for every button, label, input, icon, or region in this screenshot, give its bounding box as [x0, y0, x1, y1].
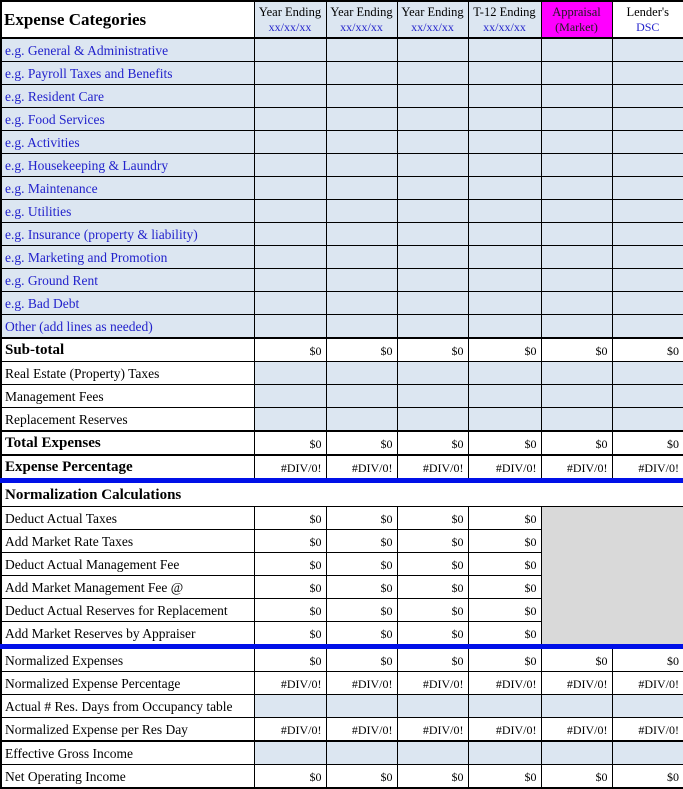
row-label: Net Operating Income — [1, 765, 254, 789]
cell-r10-c6[interactable] — [612, 246, 683, 269]
cell-r17-c6[interactable] — [612, 408, 683, 432]
cell-r7-c1[interactable] — [254, 177, 326, 200]
cell-r19-c5[interactable]: #DIV/0! — [541, 455, 612, 481]
table-row — [1, 177, 683, 200]
cell-r3-c1[interactable] — [254, 85, 326, 108]
table-row — [1, 108, 683, 131]
table-row — [1, 481, 683, 507]
cell-r15-c6[interactable] — [612, 362, 683, 385]
cell-r30-c4[interactable]: #DIV/0! — [468, 718, 541, 742]
table-row — [1, 455, 683, 481]
cell-r10-c3[interactable] — [397, 246, 468, 269]
column-header-5 — [541, 1, 612, 38]
cell-r7-c2[interactable] — [326, 177, 397, 200]
column-header-line1: Year Ending — [258, 5, 322, 19]
cell-r17-c2[interactable] — [326, 408, 397, 432]
cell-r23-c3[interactable]: $0 — [397, 553, 468, 576]
column-header-line2: (Market) — [555, 20, 598, 34]
cell-r16-c5[interactable] — [541, 385, 612, 408]
cell-r27-c6[interactable]: $0 — [612, 647, 683, 672]
cell-r29-c6[interactable] — [612, 695, 683, 718]
row-label: Management Fees — [1, 385, 254, 408]
column-header-line2: DSC — [636, 20, 660, 34]
cell-r2-c5[interactable] — [541, 62, 612, 85]
cell-r29-c4[interactable] — [468, 695, 541, 718]
cell-r24-c1[interactable]: $0 — [254, 576, 326, 599]
row-label: e.g. Resident Care — [1, 85, 254, 108]
cell-r26-c3[interactable]: $0 — [397, 622, 468, 647]
cell-r32-c1[interactable]: $0 — [254, 765, 326, 789]
table-row — [1, 695, 683, 718]
cell-r7-c6[interactable] — [612, 177, 683, 200]
cell-r24-c3[interactable]: $0 — [397, 576, 468, 599]
cell-r18-c3[interactable]: $0 — [397, 431, 468, 455]
cell-r4-c1[interactable] — [254, 108, 326, 131]
column-header-3 — [397, 1, 468, 38]
cell-r9-c4[interactable] — [468, 223, 541, 246]
row-label: e.g. Ground Rent — [1, 269, 254, 292]
cell-r14-c5[interactable]: $0 — [541, 338, 612, 362]
table-row — [1, 85, 683, 108]
row-label: Total Expenses — [1, 431, 254, 455]
cell-r24-c4[interactable]: $0 — [468, 576, 541, 599]
cell-r32-c3[interactable]: $0 — [397, 765, 468, 789]
table-row — [1, 718, 683, 742]
table-row — [1, 223, 683, 246]
cell-r15-c1[interactable] — [254, 362, 326, 385]
table-row — [1, 741, 683, 765]
row-label: e.g. Food Services — [1, 108, 254, 131]
cell-r14-c4[interactable]: $0 — [468, 338, 541, 362]
cell-r23-c2[interactable]: $0 — [326, 553, 397, 576]
cell-r11-c3[interactable] — [397, 269, 468, 292]
row-label: e.g. Marketing and Promotion — [1, 246, 254, 269]
cell-r26-c1[interactable]: $0 — [254, 622, 326, 647]
column-header-line1: Appraisal — [552, 5, 601, 19]
cell-r6-c1[interactable] — [254, 154, 326, 177]
table-row — [1, 131, 683, 154]
cell-r2-c1[interactable] — [254, 62, 326, 85]
cell-r8-c2[interactable] — [326, 200, 397, 223]
cell-r1-c3[interactable] — [397, 38, 468, 62]
row-label: e.g. Bad Debt — [1, 292, 254, 315]
row-label: Sub-total — [1, 338, 254, 362]
cell-r14-c3[interactable]: $0 — [397, 338, 468, 362]
table-row — [1, 647, 683, 672]
row-label: Normalized Expense per Res Day — [1, 718, 254, 742]
cell-r5-c5[interactable] — [541, 131, 612, 154]
cell-r28-c5[interactable]: #DIV/0! — [541, 672, 612, 695]
cell-r4-c3[interactable] — [397, 108, 468, 131]
table-row — [1, 246, 683, 269]
cell-r8-c4[interactable] — [468, 200, 541, 223]
column-header-2 — [326, 1, 397, 38]
column-header-line2: xx/xx/xx — [268, 20, 312, 34]
cell-r27-c5[interactable]: $0 — [541, 647, 612, 672]
cell-r28-c1[interactable]: #DIV/0! — [254, 672, 326, 695]
table-row — [1, 315, 683, 339]
row-label: Normalized Expenses — [1, 647, 254, 672]
cell-r14-c6[interactable]: $0 — [612, 338, 683, 362]
row-label: Add Market Reserves by Appraiser — [1, 622, 254, 647]
cell-r6-c2[interactable] — [326, 154, 397, 177]
cell-r31-c6[interactable] — [612, 741, 683, 765]
cell-r13-c5[interactable] — [541, 315, 612, 339]
cell-r1-c1[interactable] — [254, 38, 326, 62]
row-label: e.g. Payroll Taxes and Benefits — [1, 62, 254, 85]
cell-r23-c4[interactable]: $0 — [468, 553, 541, 576]
table-row — [1, 338, 683, 362]
cell-r23-c1[interactable]: $0 — [254, 553, 326, 576]
cell-r30-c6[interactable]: #DIV/0! — [612, 718, 683, 742]
table-row — [1, 62, 683, 85]
cell-r1-c2[interactable] — [326, 38, 397, 62]
cell-r21-c1[interactable]: $0 — [254, 507, 326, 530]
cell-r17-c1[interactable] — [254, 408, 326, 432]
cell-r29-c5[interactable] — [541, 695, 612, 718]
cell-r16-c2[interactable] — [326, 385, 397, 408]
cell-r27-c4[interactable]: $0 — [468, 647, 541, 672]
table-row — [1, 408, 683, 432]
cell-r31-c1[interactable] — [254, 741, 326, 765]
cell-r18-c6[interactable]: $0 — [612, 431, 683, 455]
cell-r12-c5[interactable] — [541, 292, 612, 315]
column-header-4 — [468, 1, 541, 38]
cell-r13-c6[interactable] — [612, 315, 683, 339]
cell-r29-c3[interactable] — [397, 695, 468, 718]
cell-r9-c2[interactable] — [326, 223, 397, 246]
cell-r4-c6[interactable] — [612, 108, 683, 131]
row-label: e.g. Activities — [1, 131, 254, 154]
cell-r22-c4[interactable]: $0 — [468, 530, 541, 553]
cell-r16-c4[interactable] — [468, 385, 541, 408]
cell-r6-c4[interactable] — [468, 154, 541, 177]
section-title: Normalization Calculations — [1, 481, 683, 507]
cell-r3-c3[interactable] — [397, 85, 468, 108]
cell-r15-c2[interactable] — [326, 362, 397, 385]
cell-r5-c1[interactable] — [254, 131, 326, 154]
cell-r25-c1[interactable]: $0 — [254, 599, 326, 622]
cell-r13-c4[interactable] — [468, 315, 541, 339]
cell-r3-c5[interactable] — [541, 85, 612, 108]
cell-r30-c2[interactable]: #DIV/0! — [326, 718, 397, 742]
row-label: Deduct Actual Taxes — [1, 507, 254, 530]
cell-r2-c4[interactable] — [468, 62, 541, 85]
cell-r18-c4[interactable]: $0 — [468, 431, 541, 455]
cell-r6-c5[interactable] — [541, 154, 612, 177]
cell-r3-c4[interactable] — [468, 85, 541, 108]
row-label: e.g. Maintenance — [1, 177, 254, 200]
cell-r17-c5[interactable] — [541, 408, 612, 432]
cell-r18-c1[interactable]: $0 — [254, 431, 326, 455]
row-label: e.g. Utilities — [1, 200, 254, 223]
cell-r16-c1[interactable] — [254, 385, 326, 408]
cell-r25-c2[interactable]: $0 — [326, 599, 397, 622]
cell-r28-c2[interactable]: #DIV/0! — [326, 672, 397, 695]
row-label: Effective Gross Income — [1, 741, 254, 765]
cell-r25-c3[interactable]: $0 — [397, 599, 468, 622]
cell-r11-c2[interactable] — [326, 269, 397, 292]
cell-r28-c4[interactable]: #DIV/0! — [468, 672, 541, 695]
table-row — [1, 431, 683, 455]
column-header-line2: xx/xx/xx — [411, 20, 454, 34]
row-label: Deduct Actual Management Fee — [1, 553, 254, 576]
cell-r32-c5[interactable]: $0 — [541, 765, 612, 789]
cell-r14-c2[interactable]: $0 — [326, 338, 397, 362]
cell-r2-c2[interactable] — [326, 62, 397, 85]
cell-r8-c5[interactable] — [541, 200, 612, 223]
cell-r2-c6[interactable] — [612, 62, 683, 85]
table-row — [1, 38, 683, 62]
table-row — [1, 269, 683, 292]
table-row — [1, 765, 683, 789]
row-label: Expense Percentage — [1, 455, 254, 481]
cell-r30-c3[interactable]: #DIV/0! — [397, 718, 468, 742]
cell-r2-c3[interactable] — [397, 62, 468, 85]
cell-r30-c1[interactable]: #DIV/0! — [254, 718, 326, 742]
cell-r14-c1[interactable]: $0 — [254, 338, 326, 362]
table-row — [1, 154, 683, 177]
column-header-line1: Lender's — [626, 5, 669, 19]
cell-r11-c6[interactable] — [612, 269, 683, 292]
expense-categories-header: Expense Categories — [1, 1, 254, 38]
cell-r28-c3[interactable]: #DIV/0! — [397, 672, 468, 695]
cell-r31-c5[interactable] — [541, 741, 612, 765]
cell-r5-c4[interactable] — [468, 131, 541, 154]
cell-r12-c6[interactable] — [612, 292, 683, 315]
cell-r29-c2[interactable] — [326, 695, 397, 718]
row-label: Other (add lines as needed) — [1, 315, 254, 339]
cell-r17-c4[interactable] — [468, 408, 541, 432]
row-label: Normalized Expense Percentage — [1, 672, 254, 695]
cell-r1-c6[interactable] — [612, 38, 683, 62]
cell-r7-c3[interactable] — [397, 177, 468, 200]
cell-r11-c1[interactable] — [254, 269, 326, 292]
cell-r12-c2[interactable] — [326, 292, 397, 315]
cell-r21-c2[interactable]: $0 — [326, 507, 397, 530]
cell-r11-c5[interactable] — [541, 269, 612, 292]
row-label: e.g. General & Administrative — [1, 38, 254, 62]
cell-r10-c5[interactable] — [541, 246, 612, 269]
cell-r10-c2[interactable] — [326, 246, 397, 269]
cell-r18-c2[interactable]: $0 — [326, 431, 397, 455]
cell-r9-c1[interactable] — [254, 223, 326, 246]
row-label: Add Market Management Fee @ — [1, 576, 254, 599]
disabled-region — [541, 507, 683, 647]
cell-r13-c2[interactable] — [326, 315, 397, 339]
cell-r1-c5[interactable] — [541, 38, 612, 62]
cell-r32-c4[interactable]: $0 — [468, 765, 541, 789]
cell-r9-c3[interactable] — [397, 223, 468, 246]
table-row — [1, 385, 683, 408]
cell-r8-c1[interactable] — [254, 200, 326, 223]
column-header-line2: xx/xx/xx — [483, 20, 526, 34]
column-header-line2: xx/xx/xx — [340, 20, 383, 34]
column-header-line1: Year Ending — [401, 5, 464, 19]
cell-r8-c3[interactable] — [397, 200, 468, 223]
column-header-line1: T-12 Ending — [473, 5, 536, 19]
cell-r19-c1[interactable]: #DIV/0! — [254, 455, 326, 481]
cell-r26-c4[interactable]: $0 — [468, 622, 541, 647]
cell-r19-c2[interactable]: #DIV/0! — [326, 455, 397, 481]
cell-r6-c6[interactable] — [612, 154, 683, 177]
cell-r11-c4[interactable] — [468, 269, 541, 292]
cell-r4-c2[interactable] — [326, 108, 397, 131]
table-row — [1, 362, 683, 385]
cell-r13-c3[interactable] — [397, 315, 468, 339]
row-label: e.g. Housekeeping & Laundry — [1, 154, 254, 177]
column-header-1 — [254, 1, 326, 38]
cell-r13-c1[interactable] — [254, 315, 326, 339]
cell-r32-c2[interactable]: $0 — [326, 765, 397, 789]
cell-r12-c1[interactable] — [254, 292, 326, 315]
cell-r31-c2[interactable] — [326, 741, 397, 765]
cell-r6-c3[interactable] — [397, 154, 468, 177]
table-row — [1, 200, 683, 223]
cell-r22-c3[interactable]: $0 — [397, 530, 468, 553]
cell-r25-c4[interactable]: $0 — [468, 599, 541, 622]
cell-r31-c4[interactable] — [468, 741, 541, 765]
column-header-line1: Year Ending — [330, 5, 393, 19]
cell-r8-c6[interactable] — [612, 200, 683, 223]
cell-r4-c5[interactable] — [541, 108, 612, 131]
table-row — [1, 672, 683, 695]
cell-r21-c4[interactable]: $0 — [468, 507, 541, 530]
cell-r18-c5[interactable]: $0 — [541, 431, 612, 455]
row-label: Add Market Rate Taxes — [1, 530, 254, 553]
cell-r32-c6[interactable]: $0 — [612, 765, 683, 789]
cell-r30-c5[interactable]: #DIV/0! — [541, 718, 612, 742]
cell-r4-c4[interactable] — [468, 108, 541, 131]
cell-r26-c2[interactable]: $0 — [326, 622, 397, 647]
cell-r16-c3[interactable] — [397, 385, 468, 408]
cell-r9-c5[interactable] — [541, 223, 612, 246]
cell-r21-c3[interactable]: $0 — [397, 507, 468, 530]
cell-r10-c4[interactable] — [468, 246, 541, 269]
cell-r15-c5[interactable] — [541, 362, 612, 385]
row-label: Real Estate (Property) Taxes — [1, 362, 254, 385]
cell-r7-c4[interactable] — [468, 177, 541, 200]
cell-r5-c2[interactable] — [326, 131, 397, 154]
column-header-6 — [612, 1, 683, 38]
cell-r12-c4[interactable] — [468, 292, 541, 315]
cell-r3-c2[interactable] — [326, 85, 397, 108]
cell-r12-c3[interactable] — [397, 292, 468, 315]
row-label: Actual # Res. Days from Occupancy table — [1, 695, 254, 718]
cell-r1-c4[interactable] — [468, 38, 541, 62]
cell-r22-c1[interactable]: $0 — [254, 530, 326, 553]
cell-r19-c4[interactable]: #DIV/0! — [468, 455, 541, 481]
cell-r19-c6[interactable]: #DIV/0! — [612, 455, 683, 481]
row-label: Replacement Reserves — [1, 408, 254, 432]
cell-r28-c6[interactable]: #DIV/0! — [612, 672, 683, 695]
cell-r19-c3[interactable]: #DIV/0! — [397, 455, 468, 481]
table-row — [1, 292, 683, 315]
cell-r7-c5[interactable] — [541, 177, 612, 200]
cell-r27-c3[interactable]: $0 — [397, 647, 468, 672]
cell-r24-c2[interactable]: $0 — [326, 576, 397, 599]
cell-r27-c2[interactable]: $0 — [326, 647, 397, 672]
cell-r9-c6[interactable] — [612, 223, 683, 246]
cell-r5-c6[interactable] — [612, 131, 683, 154]
row-label: e.g. Insurance (property & liability) — [1, 223, 254, 246]
cell-r17-c3[interactable] — [397, 408, 468, 432]
cell-r16-c6[interactable] — [612, 385, 683, 408]
cell-r15-c4[interactable] — [468, 362, 541, 385]
cell-r5-c3[interactable] — [397, 131, 468, 154]
cell-r31-c3[interactable] — [397, 741, 468, 765]
cell-r10-c1[interactable] — [254, 246, 326, 269]
cell-r22-c2[interactable]: $0 — [326, 530, 397, 553]
table-row — [1, 507, 683, 530]
cell-r15-c3[interactable] — [397, 362, 468, 385]
cell-r27-c1[interactable]: $0 — [254, 647, 326, 672]
cell-r29-c1[interactable] — [254, 695, 326, 718]
cell-r3-c6[interactable] — [612, 85, 683, 108]
row-label: Deduct Actual Reserves for Replacement — [1, 599, 254, 622]
